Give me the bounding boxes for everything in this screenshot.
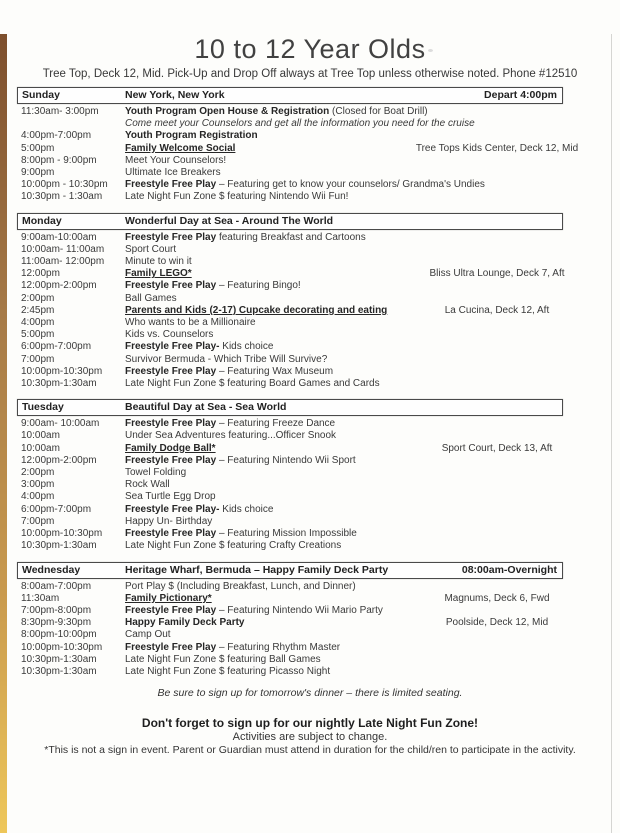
event-text: Freestyle Free Play – Featuring get to know your counselors/ Grandma's Undies <box>125 179 485 191</box>
event-row <box>17 329 563 341</box>
event-row <box>17 106 563 118</box>
day-section <box>17 87 579 204</box>
event-time: 10:00am <box>21 442 60 454</box>
event-title: Freestyle Free Play <box>125 418 217 430</box>
event-time: 8:00am-7:00pm <box>21 580 92 592</box>
day-section <box>17 399 563 552</box>
event-text: Late Night Fun Zone $ featuring Ball Games <box>125 653 321 665</box>
section-header <box>17 399 563 416</box>
event-time: 7:00pm <box>21 353 55 365</box>
event-text: Minute to win it <box>125 256 192 268</box>
event-time: 10:30pm-1:30am <box>21 540 97 552</box>
event-text: Ball Games <box>125 292 177 304</box>
section-header <box>17 87 563 104</box>
footer <box>0 687 620 756</box>
event-row <box>17 540 563 552</box>
section-time-label: 08:00am-Overnight <box>461 563 557 576</box>
section-day-label: Sunday <box>22 89 60 101</box>
event-text: Youth Program Open House & Registration (Closed for Boat Drill) <box>125 106 428 117</box>
event-time: 4:00pm <box>21 491 55 503</box>
section-title-label: Beautiful Day at Sea - Sea World <box>125 401 287 414</box>
event-row <box>17 167 563 179</box>
event-row <box>17 467 563 479</box>
event-time: 11:30am <box>21 592 60 604</box>
event-row <box>17 654 563 666</box>
event-time: 10:30pm-1:30am <box>21 665 97 677</box>
event-time: 3:00pm <box>21 479 55 491</box>
event-time: 8:30pm-9:30pm <box>21 617 92 629</box>
event-text: Late Night Fun Zone $ featuring Board Games and Cards <box>125 378 380 390</box>
event-text: Freestyle Free Play – Featuring Bingo! <box>125 280 301 292</box>
event-row <box>17 305 563 317</box>
event-time: 8:00pm - 9:00pm <box>21 154 97 166</box>
page-title: 10 to 12 Year Olds <box>194 34 426 64</box>
event-row <box>17 617 563 629</box>
event-time: 6:00pm-7:00pm <box>21 341 92 353</box>
event-title: Family LEGO* <box>125 268 192 280</box>
event-text: Sea Turtle Egg Drop <box>125 491 216 503</box>
event-row <box>17 366 563 378</box>
event-title: Youth Program Open House & Registration <box>125 106 330 117</box>
event-title: Freestyle Free Play <box>125 528 217 540</box>
event-title: Freestyle Free Play <box>125 641 217 653</box>
event-time: 10:00pm - 10:30pm <box>21 179 108 191</box>
event-rows <box>17 416 563 552</box>
event-row <box>17 629 563 641</box>
event-time: 10:30pm - 1:30am <box>21 191 103 203</box>
section-day-label: Monday <box>22 214 62 227</box>
event-rows <box>17 230 563 391</box>
footer-funzone-note: Don't forget to sign up for our nightly Late Night Fun Zone! <box>141 716 479 731</box>
section-header <box>17 213 563 230</box>
event-row <box>17 491 563 503</box>
event-title: Family Welcome Social <box>125 142 236 154</box>
event-text: Freestyle Free Play- Kids choice <box>125 341 274 353</box>
event-location: Tree Tops Kids Center, Deck 12, Mid <box>415 142 579 154</box>
event-row <box>17 593 563 605</box>
event-row <box>17 479 563 491</box>
event-row <box>17 317 563 329</box>
event-text: Late Night Fun Zone $ featuring Nintendo Wii Fun! <box>125 191 349 203</box>
event-rows <box>17 579 563 679</box>
section-title-label: New York, New York <box>125 89 225 101</box>
event-row <box>17 130 563 142</box>
event-location: La Cucina, Deck 12, Aft <box>444 304 550 316</box>
event-row <box>17 341 563 353</box>
scan-speck <box>428 49 433 52</box>
event-time: 6:00pm-7:00pm <box>21 503 92 515</box>
event-text: Freestyle Free Play- Kids choice <box>125 503 274 515</box>
event-text: Who wants to be a Millionaire <box>125 317 256 329</box>
event-text: Late Night Fun Zone $ featuring Crafty Creations <box>125 540 342 552</box>
event-text: Freestyle Free Play – Featuring Freeze Dance <box>125 418 336 430</box>
event-title: Freestyle Free Play- <box>125 503 220 515</box>
event-time: 12:00pm-2:00pm <box>21 454 97 466</box>
event-time: 10:30pm-1:30am <box>21 653 97 665</box>
event-rows <box>17 104 579 204</box>
event-time: 9:00am-10:00am <box>21 231 97 243</box>
event-time: 10:00pm-10:30pm <box>21 528 103 540</box>
event-row <box>17 191 563 203</box>
event-location: Sport Court, Deck 13, Aft <box>441 442 553 454</box>
event-time: 11:00am- 12:00pm <box>21 256 105 268</box>
section-title-label: Wonderful Day at Sea - Around The World <box>125 214 334 227</box>
event-text: Freestyle Free Play – Featuring Mission Impossible <box>125 528 357 540</box>
event-row <box>17 155 563 167</box>
event-row <box>17 418 563 430</box>
event-row <box>17 504 563 516</box>
event-time: 2:00pm <box>21 467 55 479</box>
event-location: Magnums, Deck 6, Fwd <box>444 592 550 604</box>
event-time <box>17 118 125 130</box>
event-row <box>17 642 563 654</box>
event-text: Survivor Bermuda - Which Tribe Will Survive? <box>125 353 328 365</box>
day-section <box>17 213 563 391</box>
event-time: 9:00pm <box>21 167 55 179</box>
section-title-label: Heritage Wharf, Bermuda – Happy Family Deck Party <box>125 563 389 576</box>
event-title: Family Pictionary* <box>125 592 212 604</box>
event-text: Ultimate Ice Breakers <box>125 167 221 179</box>
event-title: Family Dodge Ball* <box>125 442 216 454</box>
event-row <box>17 455 563 467</box>
event-time: 11:30am- 3:00pm <box>21 106 99 117</box>
section-header <box>17 562 563 579</box>
event-time: 10:00am <box>21 430 60 442</box>
scanned-schedule-page <box>0 34 620 833</box>
scan-edge-left <box>0 34 7 833</box>
page-subtitle: Tree Top, Deck 12, Mid. Pick-Up and Drop Off always at Tree Top unless otherwise noted. Phone #12510 <box>42 68 578 80</box>
event-text: Camp Out <box>125 629 171 641</box>
event-row <box>17 118 563 130</box>
event-time: 10:00pm-10:30pm <box>21 641 103 653</box>
event-time: 10:00am- 11:00am <box>21 243 105 255</box>
event-title: Freestyle Free Play <box>125 365 217 377</box>
event-text: Rock Wall <box>125 479 170 491</box>
event-row <box>17 666 563 678</box>
event-time: 12:00pm <box>21 268 60 280</box>
event-time: 10:30pm-1:30am <box>21 378 97 390</box>
event-time: 2:45pm <box>21 304 55 316</box>
event-row <box>17 232 563 244</box>
event-row <box>17 354 563 366</box>
event-title: Freestyle Free Play- <box>125 341 220 353</box>
event-title: Freestyle Free Play <box>125 454 217 466</box>
footer-change-note: Activities are subject to change. <box>232 731 388 744</box>
event-row <box>17 268 563 280</box>
event-title: Freestyle Free Play <box>125 280 217 292</box>
event-time: 12:00pm-2:00pm <box>21 280 97 292</box>
event-time: 8:00pm-10:00pm <box>21 629 97 641</box>
event-title: Parents and Kids (2-17) Cupcake decorating and eating <box>125 304 388 316</box>
schedule <box>17 87 579 678</box>
event-text: Kids vs. Counselors <box>125 329 214 341</box>
event-row <box>17 179 563 191</box>
event-time: 2:00pm <box>21 292 55 304</box>
event-row <box>17 244 563 256</box>
event-text: Late Night Fun Zone $ featuring Picasso Night <box>125 665 331 677</box>
event-row <box>17 581 563 593</box>
event-title: Freestyle Free Play <box>125 604 217 616</box>
event-row <box>17 256 563 268</box>
event-row <box>17 142 579 155</box>
event-text: Happy Un- Birthday <box>125 515 213 527</box>
event-row <box>17 280 563 292</box>
event-text: Freestyle Free Play – Featuring Nintendo Wii Sport <box>125 454 356 466</box>
event-text: Freestyle Free Play – Featuring Nintendo Wii Mario Party <box>125 604 383 616</box>
event-text: Under Sea Adventures featuring...Officer Snook <box>125 430 337 442</box>
day-section <box>17 562 563 679</box>
footer-dinner-note: Be sure to sign up for tomorrow's dinner – there is limited seating. <box>157 687 463 700</box>
event-location: Poolside, Deck 12, Mid <box>445 617 549 629</box>
event-time: 7:00pm-8:00pm <box>21 604 92 616</box>
event-text: Freestyle Free Play – Featuring Rhythm Master <box>125 641 341 653</box>
event-row <box>17 528 563 540</box>
event-text: Freestyle Free Play featuring Breakfast and Cartoons <box>125 231 366 243</box>
event-time: 4:00pm-7:00pm <box>21 130 92 142</box>
event-title: Freestyle Free Play <box>125 179 217 191</box>
event-time: 7:00pm <box>21 515 55 527</box>
event-text <box>125 130 563 142</box>
event-text: Freestyle Free Play – Featuring Wax Museum <box>125 365 334 377</box>
event-time: 9:00am- 10:00am <box>21 418 100 430</box>
event-title: Freestyle Free Play <box>125 231 217 243</box>
event-text: Come meet your Counselors and get all the information you need for the cruise <box>125 118 475 130</box>
event-title: Youth Program Registration <box>125 130 258 142</box>
section-day-label: Tuesday <box>22 401 64 414</box>
event-title: Happy Family Deck Party <box>125 617 245 629</box>
event-text: Meet Your Counselors! <box>125 154 227 166</box>
event-location: Bliss Ultra Lounge, Deck 7, Aft <box>429 268 565 280</box>
event-row <box>17 430 563 442</box>
event-row <box>17 378 563 390</box>
event-row <box>17 516 563 528</box>
event-row <box>17 293 563 305</box>
section-day-label: Wednesday <box>22 563 81 576</box>
event-row <box>17 443 563 455</box>
event-text: Towel Folding <box>125 467 187 479</box>
event-text: Port Play $ (Including Breakfast, Lunch, and Dinner) <box>125 580 356 592</box>
event-row <box>17 605 563 617</box>
event-time: 4:00pm <box>21 317 55 329</box>
event-time: 5:00pm <box>21 329 55 341</box>
event-time: 10:00pm-10:30pm <box>21 365 103 377</box>
event-text: Sport Court <box>125 243 177 255</box>
event-time: 5:00pm <box>21 142 55 154</box>
section-time-label: Depart 4:00pm <box>484 89 557 101</box>
footer-asterisk-note: *This is not a sign in event. Parent or Guardian must attend in duration for the child/ren to participate in the activity. <box>44 744 576 757</box>
